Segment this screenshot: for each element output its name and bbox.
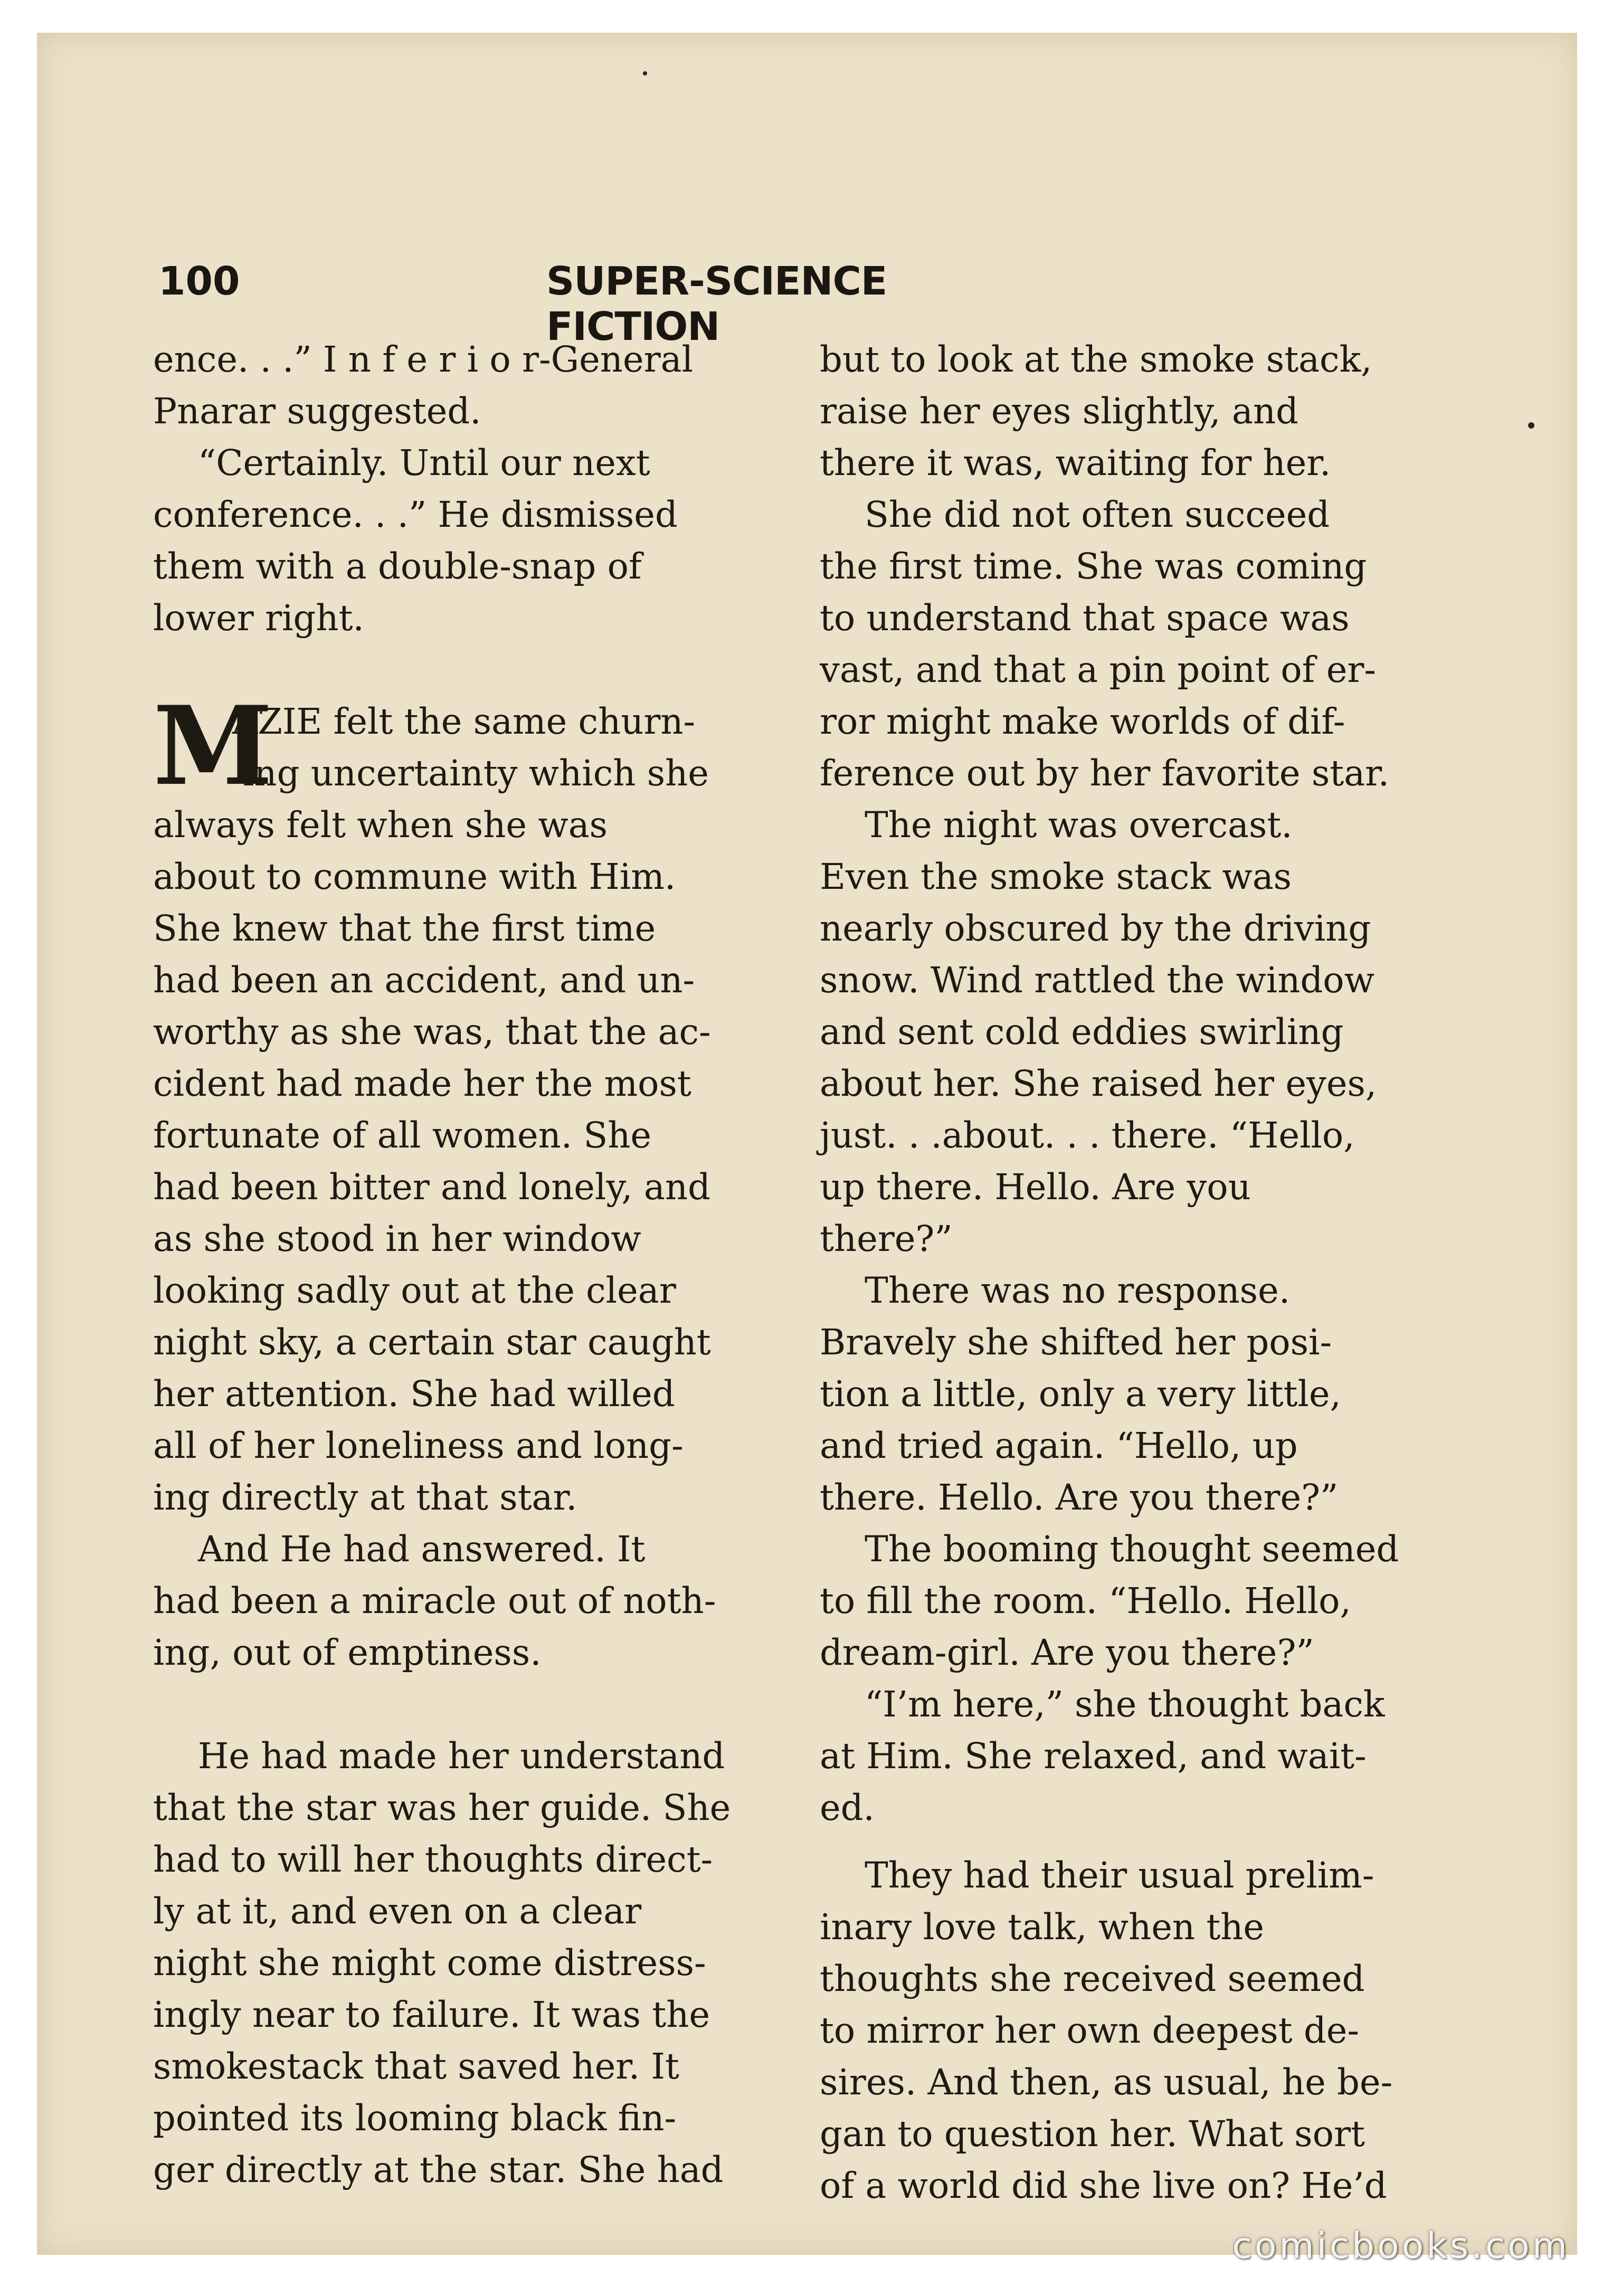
text-line: AZIE felt the same churn- bbox=[232, 701, 696, 742]
paragraph bbox=[820, 1678, 1440, 1834]
text-line: fortunate of all women. She bbox=[153, 1115, 652, 1156]
paragraph bbox=[820, 1265, 1440, 1523]
text-line: dream-girl. Are you there?” bbox=[820, 1632, 1314, 1673]
text-line: sires. And then, as usual, he be- bbox=[820, 2062, 1393, 2103]
text-line: tion a little, only a very little, bbox=[820, 1373, 1341, 1415]
text-line: And He had answered. It bbox=[198, 1529, 646, 1570]
text-line: nearly obscured by the driving bbox=[820, 908, 1371, 949]
text-line: looking sadly out at the clear bbox=[153, 1270, 676, 1311]
text-line: and sent cold eddies swirling bbox=[820, 1011, 1344, 1052]
text-line: lower right. bbox=[153, 597, 364, 639]
paragraph bbox=[153, 683, 773, 1523]
text-line: but to look at the smoke stack, bbox=[820, 339, 1372, 380]
text-line: She did not often succeed bbox=[865, 494, 1330, 535]
text-line: ing uncertainty which she bbox=[243, 753, 709, 794]
paragraph bbox=[153, 437, 773, 644]
text-line: ger directly at the star. She had bbox=[153, 2149, 724, 2190]
text-line: and tried again. “Hello, up bbox=[820, 1425, 1298, 1466]
text-line: there. Hello. Are you there?” bbox=[820, 1477, 1339, 1518]
text-line: to fill the room. “Hello. Hello, bbox=[820, 1580, 1351, 1621]
text-line: vast, and that a pin point of er- bbox=[820, 649, 1377, 690]
watermark: comicbooks.com bbox=[1232, 2225, 1570, 2267]
text-line: The booming thought seemed bbox=[865, 1529, 1399, 1570]
paragraph bbox=[153, 1523, 773, 1678]
text-line: ference out by her favorite star. bbox=[820, 753, 1390, 794]
text-line: thoughts she received seemed bbox=[820, 1958, 1365, 1999]
paragraph bbox=[820, 1523, 1440, 1678]
text-line: ingly near to failure. It was the bbox=[153, 1994, 710, 2035]
text-line: had to will her thoughts direct- bbox=[153, 1839, 713, 1880]
text-line: ror might make worlds of dif- bbox=[820, 701, 1345, 742]
text-line: all of her loneliness and long- bbox=[153, 1425, 684, 1466]
text-line: pointed its looming black fin- bbox=[153, 2098, 677, 2139]
drop-cap: M bbox=[153, 683, 273, 810]
text-line: ing, out of emptiness. bbox=[153, 1632, 542, 1673]
text-line: there?” bbox=[820, 1218, 953, 1259]
text-line: She knew that the first time bbox=[153, 908, 656, 949]
text-line: up there. Hello. Are you bbox=[820, 1166, 1251, 1208]
text-line: as she stood in her window bbox=[153, 1218, 641, 1259]
text-line: “I’m here,” she thought back bbox=[865, 1684, 1385, 1725]
page-number: 100 bbox=[158, 259, 240, 304]
page-header bbox=[158, 259, 1056, 349]
text-line: of a world did she live on? He’d bbox=[820, 2165, 1387, 2206]
text-line: that the star was her guide. She bbox=[153, 1787, 731, 1828]
text-line: “Certainly. Until our next bbox=[198, 442, 650, 483]
text-line: gan to question her. What sort bbox=[820, 2113, 1365, 2155]
paragraph bbox=[820, 334, 1440, 489]
text-line: Even the smoke stack was bbox=[820, 856, 1292, 897]
text-line: He had made her understand bbox=[198, 1735, 725, 1777]
text-line: had been an accident, and un- bbox=[153, 960, 695, 1001]
text-line: always felt when she was bbox=[153, 804, 608, 846]
text-line: her attention. She had willed bbox=[153, 1373, 675, 1415]
paragraph bbox=[820, 489, 1440, 799]
text-line: raise her eyes slightly, and bbox=[820, 391, 1298, 432]
paragraph bbox=[820, 799, 1440, 1265]
paragraph bbox=[153, 1730, 773, 2196]
text-line: had been a miracle out of noth- bbox=[153, 1580, 716, 1621]
text-line: snow. Wind rattled the window bbox=[820, 960, 1374, 1001]
text-line: ly at it, and even on a clear bbox=[153, 1891, 642, 1932]
paragraph bbox=[820, 1849, 1440, 2212]
section-break bbox=[153, 1678, 773, 1730]
text-line: night sky, a certain star caught bbox=[153, 1322, 711, 1363]
text-line: just. . .about. . . there. “Hello, bbox=[820, 1115, 1355, 1156]
text-line: inary love talk, when the bbox=[820, 1906, 1265, 1948]
text-line: smokestack that saved her. It bbox=[153, 2046, 679, 2087]
text-line: ed. bbox=[820, 1787, 875, 1828]
text-line: They had their usual prelim- bbox=[865, 1855, 1374, 1896]
text-line: worthy as she was, that the ac- bbox=[153, 1011, 711, 1052]
text-line: Bravely she shifted her posi- bbox=[820, 1322, 1332, 1363]
text-line: about to commune with Him. bbox=[153, 856, 676, 897]
running-title: SUPER-SCIENCE FICTION bbox=[546, 259, 887, 349]
right-column bbox=[820, 334, 1440, 2212]
text-line: them with a double-snap of bbox=[153, 546, 642, 587]
print-speck bbox=[1528, 422, 1534, 429]
text-line: to understand that space was bbox=[820, 597, 1350, 639]
text-line: the first time. She was coming bbox=[820, 546, 1367, 587]
text-line: night she might come distress- bbox=[153, 1942, 706, 1984]
paragraph bbox=[153, 334, 773, 437]
text-line: Pnarar suggested. bbox=[153, 391, 481, 432]
text-line: at Him. She relaxed, and wait- bbox=[820, 1735, 1367, 1777]
text-line: to mirror her own deepest de- bbox=[820, 2010, 1360, 2051]
text-line: had been bitter and lonely, and bbox=[153, 1166, 710, 1208]
print-speck bbox=[643, 71, 647, 75]
text-line: there it was, waiting for her. bbox=[820, 442, 1331, 483]
text-line: ence. . .” I n f e r i o r-General bbox=[153, 339, 693, 380]
text-line: There was no response. bbox=[865, 1270, 1290, 1311]
text-line: The night was overcast. bbox=[865, 804, 1293, 846]
text-line: ing directly at that star. bbox=[153, 1477, 577, 1518]
text-line: about her. She raised her eyes, bbox=[820, 1063, 1377, 1104]
text-line: conference. . .” He dismissed bbox=[153, 494, 678, 535]
text-line: cident had made her the most bbox=[153, 1063, 691, 1104]
left-column bbox=[153, 334, 773, 2196]
